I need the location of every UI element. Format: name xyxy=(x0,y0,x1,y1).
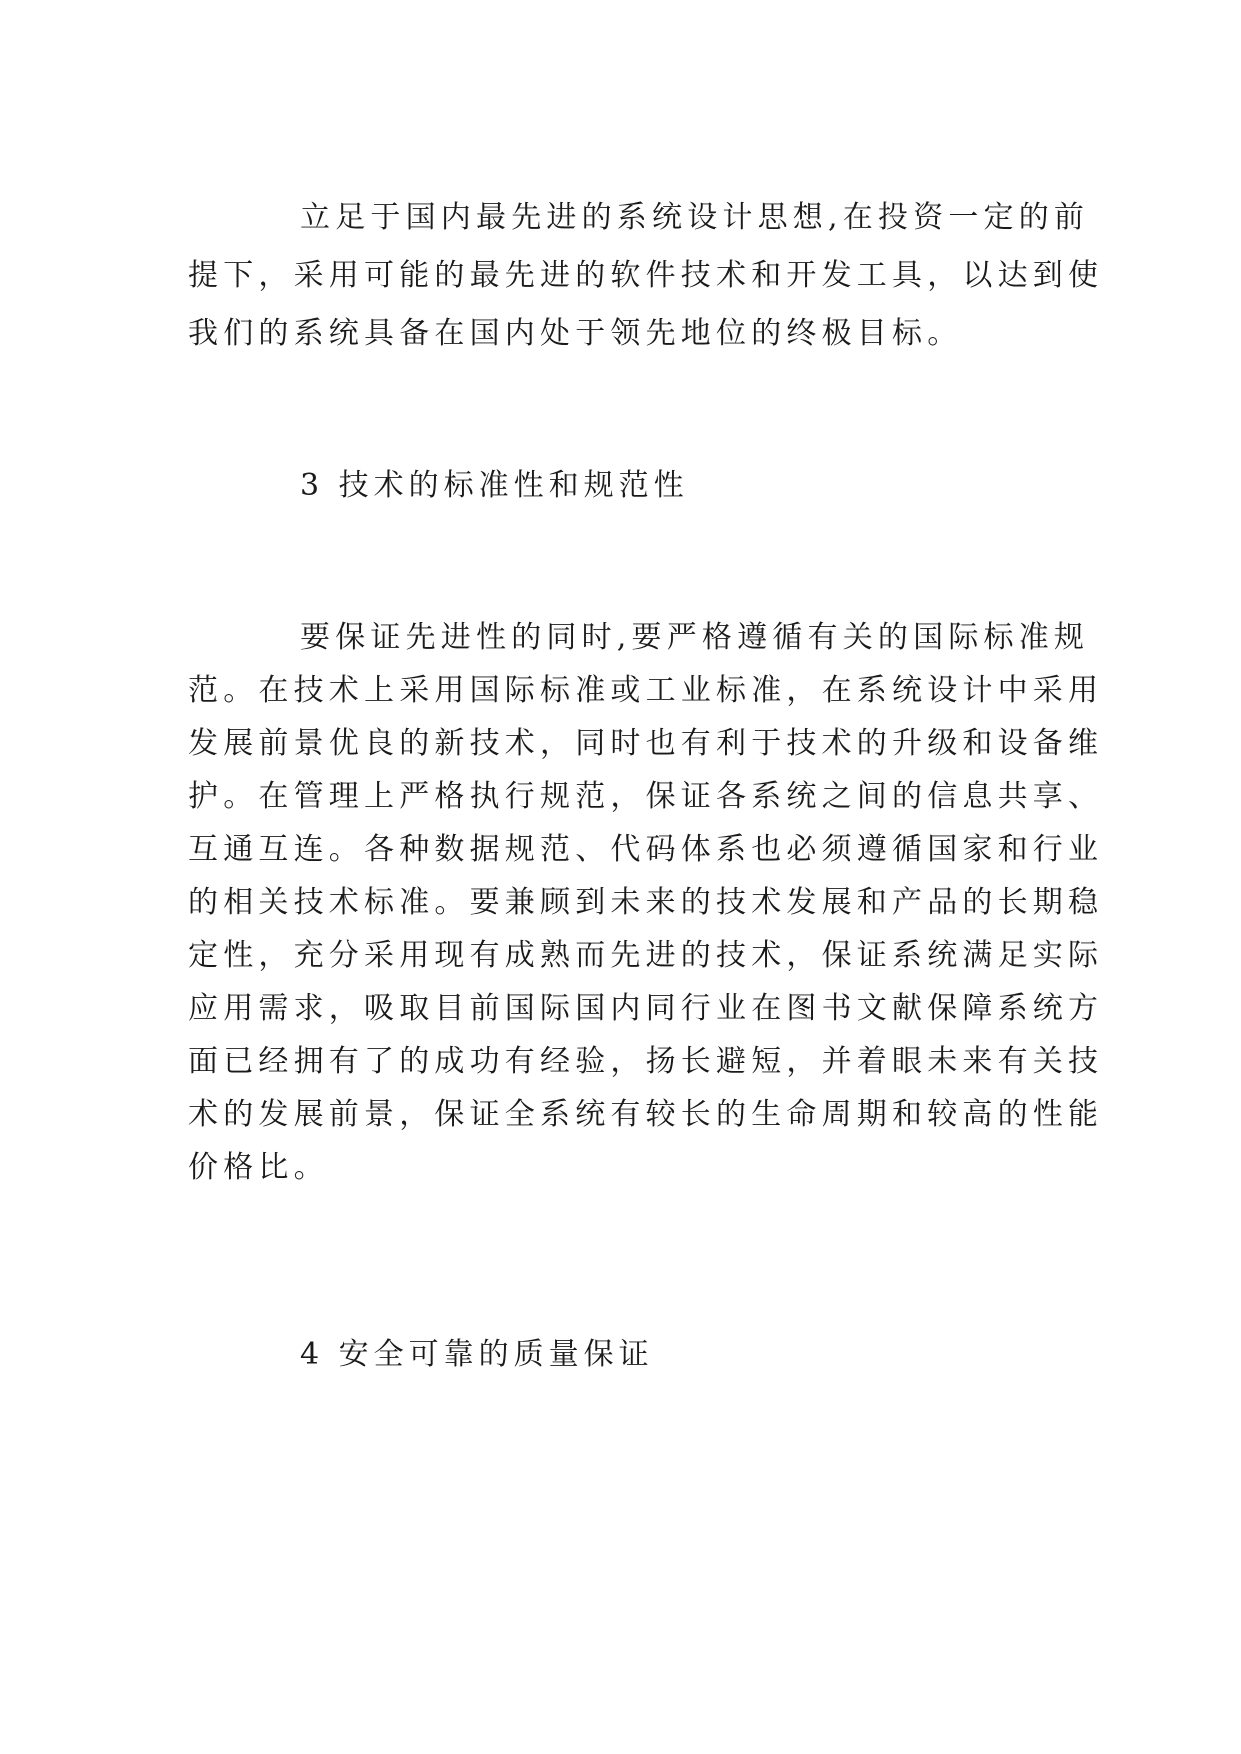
paragraph-line: 应用需求，吸取目前国际国内同行业在图书文献保障系统方 xyxy=(188,991,1104,1026)
paragraph-line: 护。在管理上严格执行规范，保证各系统之间的信息共享、 xyxy=(188,779,1104,814)
paragraph-line: 发展前景优良的新技术，同时也有利于技术的升级和设备维 xyxy=(188,726,1104,761)
paragraph-line: 定性，充分采用现有成熟而先进的技术，保证系统满足实际 xyxy=(188,938,1104,973)
paragraph-line: 范。在技术上采用国际标准或工业标准，在系统设计中采用 xyxy=(188,673,1104,708)
section-heading-4: 4 安全可靠的质量保证 xyxy=(300,1337,654,1372)
paragraph-line: 要保证先进性的同时,要严格遵循有关的国际标准规 xyxy=(300,620,1090,655)
paragraph-line: 术的发展前景，保证全系统有较长的生命周期和较高的性能 xyxy=(188,1097,1104,1132)
section-heading-3: 3 技术的标准性和规范性 xyxy=(300,468,689,503)
paragraph-line: 价格比。 xyxy=(188,1150,329,1185)
paragraph-line: 提下，采用可能的最先进的软件技术和开发工具，以达到使 xyxy=(188,258,1104,293)
paragraph-line: 面已经拥有了的成功有经验，扬长避短，并着眼未来有关技 xyxy=(188,1044,1104,1079)
paragraph-line: 我们的系统具备在国内处于领先地位的终极目标。 xyxy=(188,316,963,351)
paragraph-line: 的相关技术标准。要兼顾到未来的技术发展和产品的长期稳 xyxy=(188,885,1104,920)
paragraph-line: 互通互连。各种数据规范、代码体系也必须遵循国家和行业 xyxy=(188,832,1104,867)
paragraph-line: 立足于国内最先进的系统设计思想,在投资一定的前 xyxy=(300,200,1090,235)
